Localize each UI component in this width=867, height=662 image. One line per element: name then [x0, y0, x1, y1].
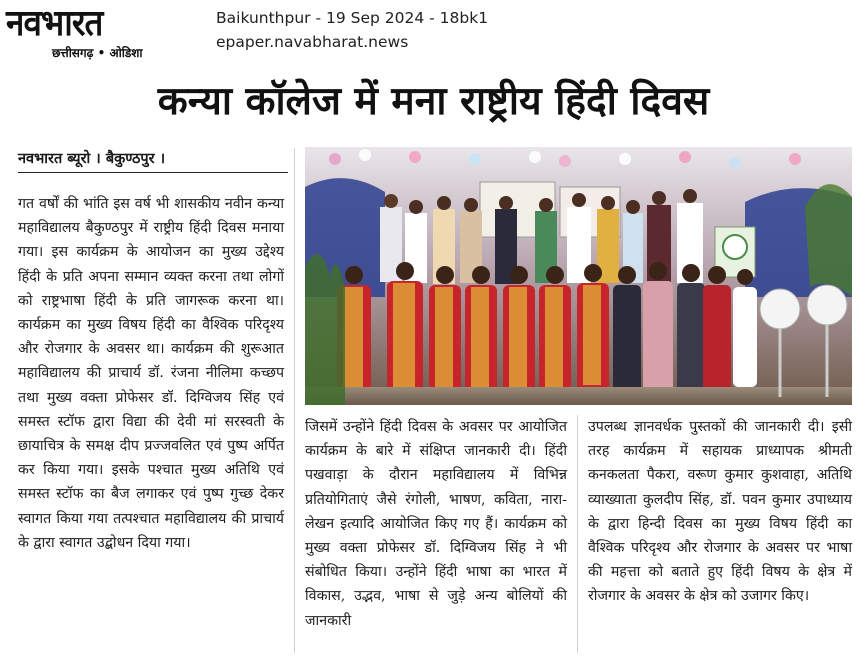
- group-photo-illustration: [305, 147, 852, 405]
- logo-text: नवभारत: [6, 3, 103, 44]
- column-1-text: गत वर्षों की भांति इस वर्ष भी शासकीय नवीन कन्या महाविद्यालय बैकुण्ठपुर में राष्ट्रीय हिंदी दिवस मनाया गया। इस कार्यक्रम के आयोजन का मुख्य उद्देश्य हिंदी के प्रति अपना सम्मान व्यक्त करना तथा लोगों को राष्ट्रभाषा हिंदी के प्रति जागरूक करना था। कार्यक्रम का मुख्य विषय हिंदी का वैश्विक परिदृश्य और रोजगार के अवसर था। कार्यक्रम की शुरूआत महाविद्यालय की प्राचार्य डॉ. रंजना नीलिमा कच्छप तथा मुख्य वक्ता प्रोफेसर डॉ. दिग्विजय सिंह एवं समस्त स्टॉफ द्वारा विद्या की देवी मां सरस्वती के छायाचित्र के समक्ष दीप प्रज्जवलित एवं पुष्प अर्पित कर किया गया। इसके पश्चात मुख्य अतिथि एवं समस्त स्टॉफ का बैज लगाकर एवं पुष्प गुच्छ देकर स्वागत किया गया तत्पश्चात महाविद्यालय की प्राचार्य के द्वारा स्वागत उद्बोधन दिया गया।: [18, 196, 284, 551]
- column-divider: [577, 415, 578, 653]
- website-link[interactable]: epaper.navabharat.news: [216, 33, 409, 51]
- column-2-text: जिसमें उन्होंने हिंदी दिवस के अवसर पर आयोजित कार्यक्रम के बारे में संक्षिप्त जानकारी दी। हिंदी पखवाड़ा के दौरान महाविद्यालय में विभिन्न प्रतियोगिताएं जैसे रंगोली, भाषण, कविता, नारा-लेखन इत्यादि आयोजित किए गए हैं। कार्यक्रम को मुख्य वक्ता प्रोफेसर डॉ. दिग्विजय सिंह ने भी संबोधित किया। उन्होंने हिंदी भाषा का भारत में विकास, उद्भव, भाषा से जुड़े अन्य बोलियों की जानकारी: [305, 419, 567, 629]
- logo-subtext: छत्तीसगढ़ • ओडिशा: [52, 46, 143, 60]
- event-photo: [305, 147, 852, 405]
- article-column-3: [588, 415, 852, 609]
- byline: नवभारत ब्यूरो । बैकुण्ठपुर ।: [18, 148, 288, 173]
- edition-line: Baikunthpur - 19 Sep 2024 - 18bk1: [216, 9, 489, 27]
- column-divider: [294, 148, 295, 653]
- article-column-1: [18, 192, 284, 555]
- column-3-text: उपलब्ध ज्ञानवर्धक पुस्तकों की जानकारी दी। इसी तरह कार्यक्रम में सहायक प्राध्यापक श्रीमती कनकलता पैकरा, वरूण कुमार कुशवाहा, अतिथि व्याख्याता कुलदीप सिंह, डॉ. पवन कुमार उपाध्याय के द्वारा हिन्दी दिवस का मुख्य विषय हिंदी का वैश्विक परिदृश्य और रोजगार के अवसर पर भाषा की महत्ता को बताते हुए हिंदी विषय के क्षेत्र में रोजगार के अवसर के क्षेत्र को उजागर किए।: [588, 419, 852, 605]
- article-headline: कन्या कॉलेज में मना राष्ट्रीय हिंदी दिवस: [157, 79, 710, 124]
- newspaper-logo: [6, 4, 202, 62]
- masthead: [0, 0, 867, 66]
- article-column-2: [305, 415, 567, 633]
